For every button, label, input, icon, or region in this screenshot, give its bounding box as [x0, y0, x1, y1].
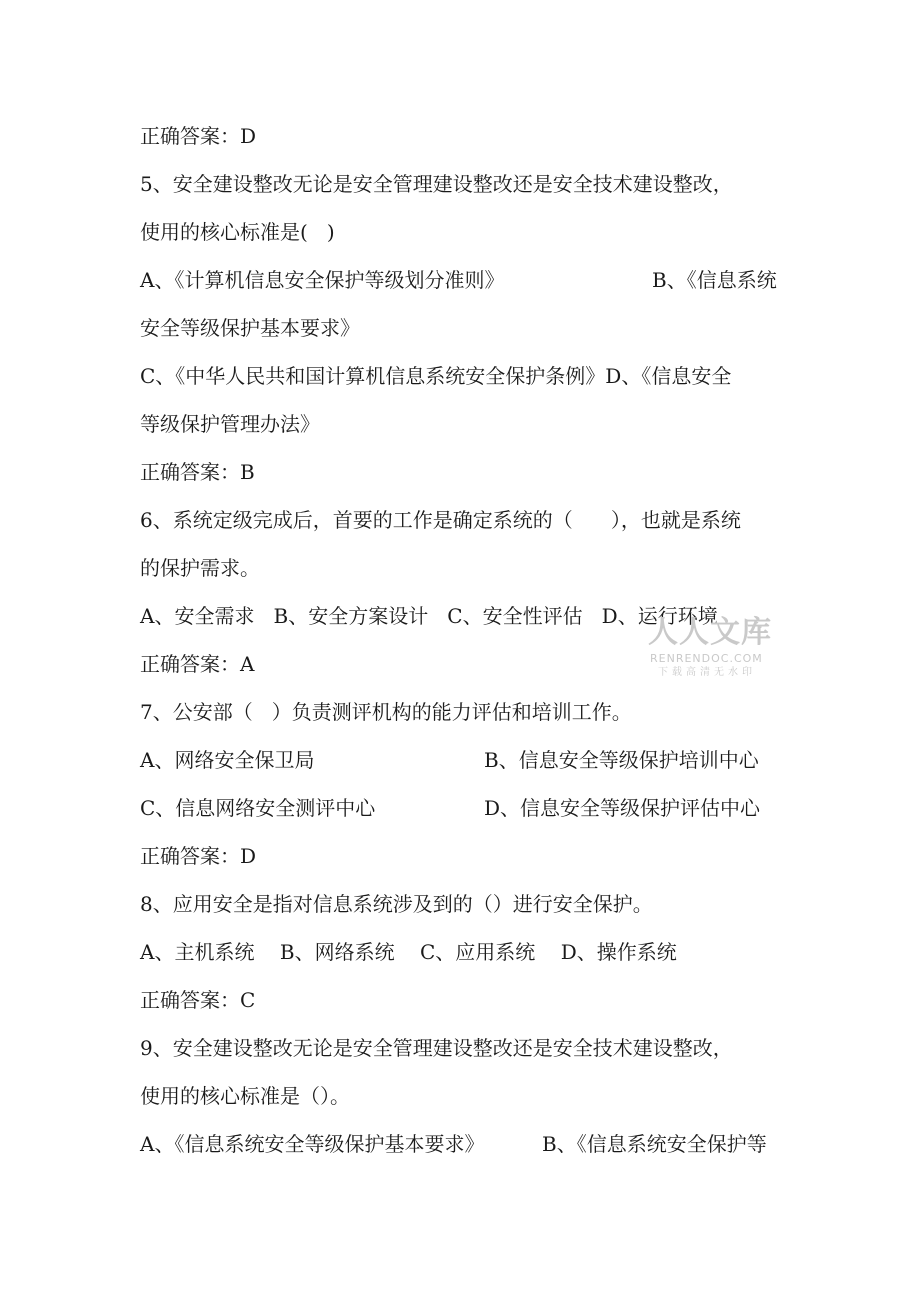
- question-7-option-a: A、网络安全保卫局: [140, 748, 315, 772]
- answer-q4: 正确答案：D: [140, 124, 257, 148]
- question-7-option-b: B、信息安全等级保护培训中心: [484, 748, 759, 772]
- question-5-option-b-part-1: B、《信息系统: [652, 268, 777, 292]
- question-7-option-d: D、信息安全等级保护评估中心: [484, 796, 761, 820]
- question-5-option-b-part-2: 安全等级保护基本要求》: [140, 316, 360, 340]
- question-6-line-1: 6、系统定级完成后，首要的工作是确定系统的（ ），也就是系统: [140, 508, 741, 532]
- question-5-line-2: 使用的核心标准是( ): [140, 220, 335, 244]
- watermark-subtitle: 下载高清无水印: [658, 667, 756, 678]
- answer-q7: 正确答案：D: [140, 844, 257, 868]
- watermark-domain: RENRENDOC.COM: [650, 652, 763, 665]
- watermark-logo: [648, 616, 772, 682]
- question-9-option-a: A、《信息系统安全等级保护基本要求》: [140, 1132, 485, 1156]
- question-8-line-1: 8、应用安全是指对信息系统涉及到的（）进行安全保护。: [140, 892, 653, 916]
- question-9-line-1: 9、安全建设整改无论是安全管理建设整改还是安全技术建设整改，: [140, 1036, 733, 1060]
- question-7-line-1: 7、公安部（ ）负责测评机构的能力评估和培训工作。: [140, 700, 632, 724]
- answer-q5: 正确答案：B: [140, 460, 255, 484]
- answer-q8: 正确答案：C: [140, 988, 256, 1012]
- question-9-option-b: B、《信息系统安全保护等: [542, 1132, 767, 1156]
- question-6-options: A、安全需求 B、安全方案设计 C、安全性评估 D、运行环境: [140, 604, 718, 628]
- answer-q6: 正确答案：A: [140, 652, 255, 676]
- question-6-line-2: 的保护需求。: [140, 556, 260, 580]
- question-5-option-a: A、《计算机信息安全保护等级划分准则》: [140, 268, 505, 292]
- question-5-line-1: 5、安全建设整改无论是安全管理建设整改还是安全技术建设整改，: [140, 172, 733, 196]
- question-5-option-d-part-2: 等级保护管理办法》: [140, 412, 320, 436]
- question-9-line-2: 使用的核心标准是（）。: [140, 1084, 350, 1108]
- question-8-options: A、主机系统 B、网络系统 C、应用系统 D、操作系统: [140, 940, 677, 964]
- question-7-option-c: C、信息网络安全测评中心: [140, 796, 376, 820]
- question-5-option-c-d: C、《中华人民共和国计算机信息系统安全保护条例》D、《信息安全: [140, 364, 732, 388]
- watermark-title: 人人文库: [648, 615, 772, 650]
